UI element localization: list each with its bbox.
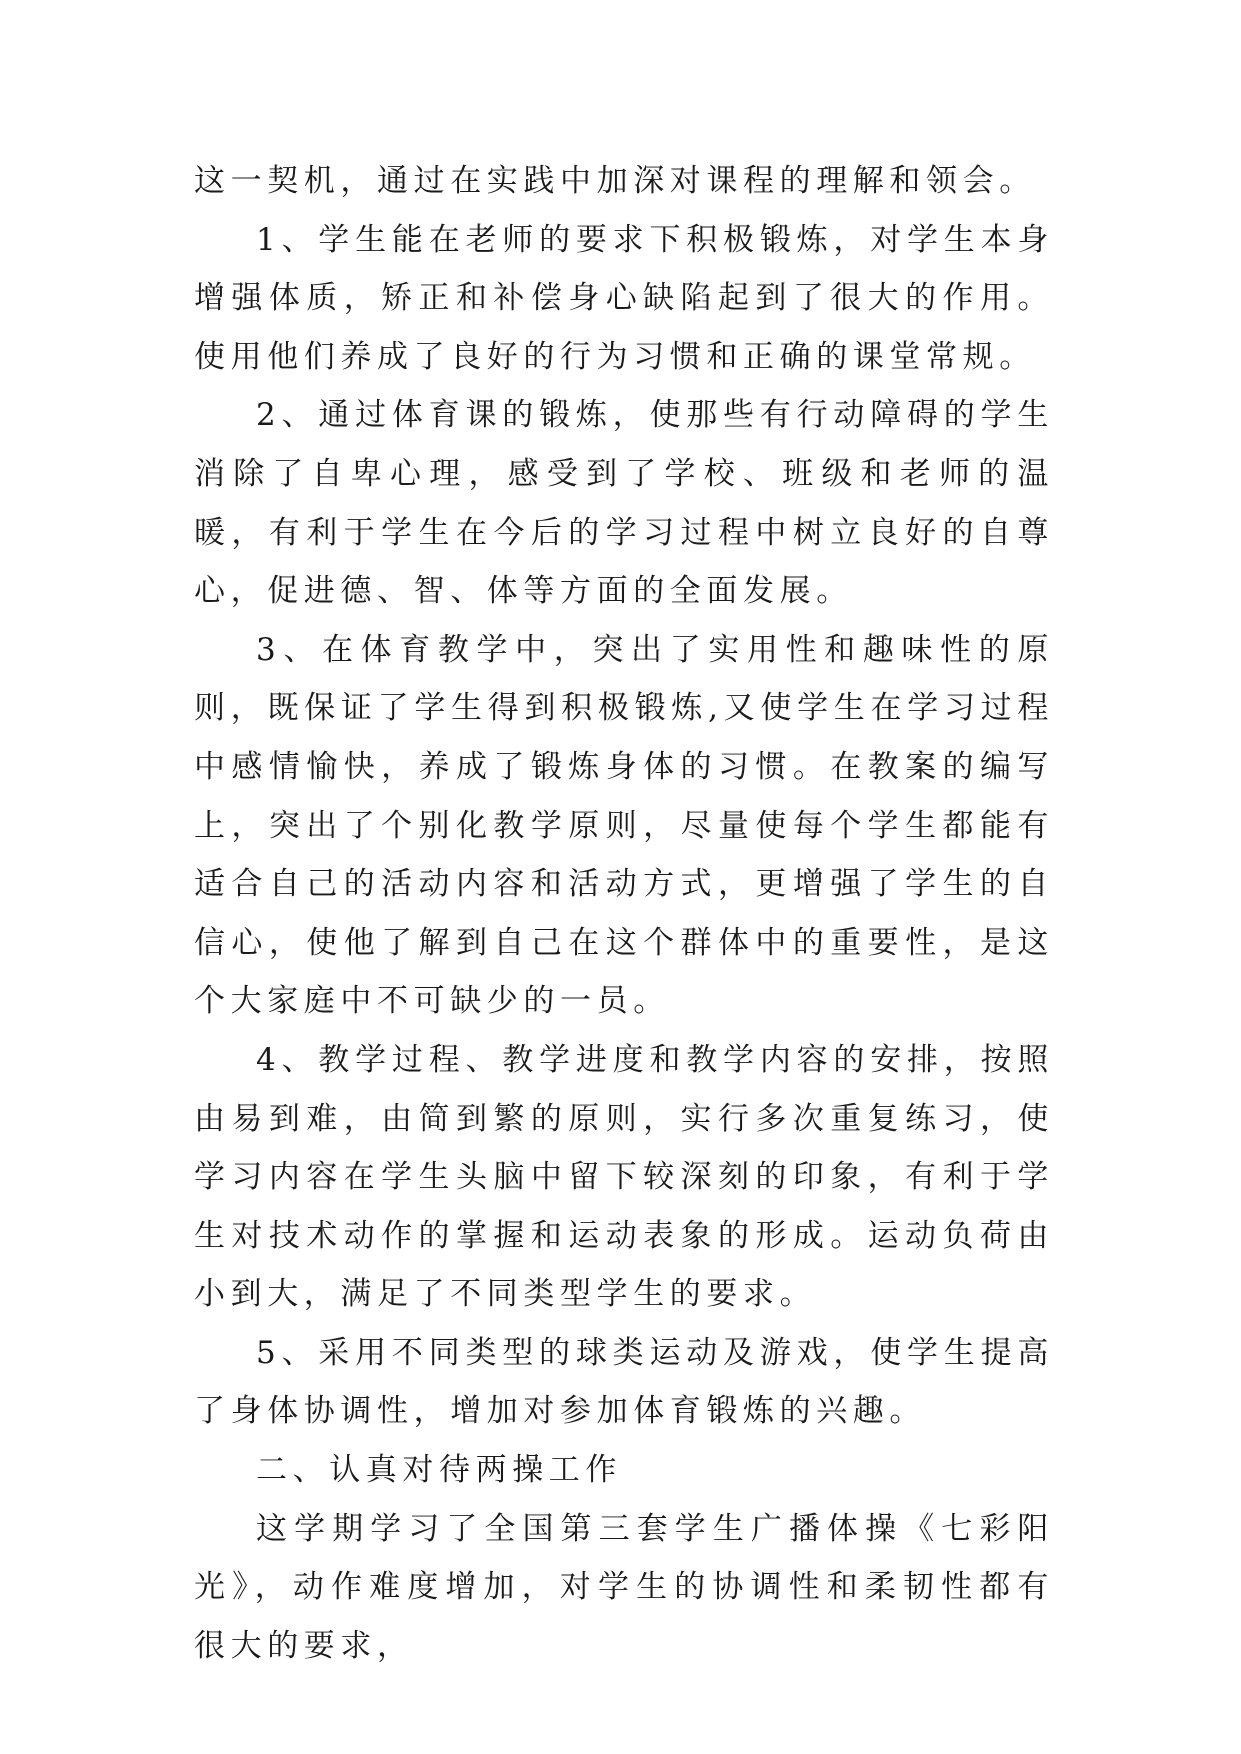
paragraph-item-1: 1、学生能在老师的要求下积极锻炼，对学生本身增强体质，矫正和补偿身心缺陷起到了很大的作用。使用他们养成了良好的行为习惯和正确的课堂常规。 <box>194 221 1054 375</box>
paragraph-item-2: 2、通过体育课的锻炼，使那些有行动障碍的学生消除了自卑心理，感受到了学校、班级和老师的温暖，有利于学生在今后的学习过程中树立良好的自尊心，促进德、智、体等方面的全面发展。 <box>194 397 1054 610</box>
section-heading: 二、认真对待两操工作 <box>256 1452 622 1489</box>
paragraph-section-intro: 这学期学习了全国第三套学生广播体操《七彩阳光》，动作难度增加，对学生的协调性和柔韧性都有很大的要求， <box>194 1510 1054 1664</box>
paragraph-item-3: 3、在体育教学中，突出了实用性和趣味性的原则，既保证了学生得到积极锻炼,又使学生在学习过程中感情愉快，养成了锻炼身体的习惯。在教案的编写上，突出了个别化教学原则，尽量使每个学生都能有适合自己的活动内容和活动方式，更增强了学生的自信心，使他了解到自己在这个群体中的重要性，是这个大家庭中不可缺少的一员。 <box>194 631 1054 1020</box>
document-body <box>194 152 1054 1675</box>
paragraph-item-5: 5、采用不同类型的球类运动及游戏，使学生提高了身体协调性，增加对参加体育锻炼的兴趣。 <box>194 1334 1054 1430</box>
paragraph-item-4: 4、教学过程、教学进度和教学内容的安排，按照由易到难，由简到繁的原则，实行多次重复练习，使学习内容在学生头脑中留下较深刻的印象，有利于学生对技术动作的掌握和运动表象的形成。运动负荷由小到大，满足了不同类型学生的要求。 <box>194 1041 1054 1313</box>
paragraph-continuation: 这一契机，通过在实践中加深对课程的理解和领会。 <box>194 163 1036 199</box>
